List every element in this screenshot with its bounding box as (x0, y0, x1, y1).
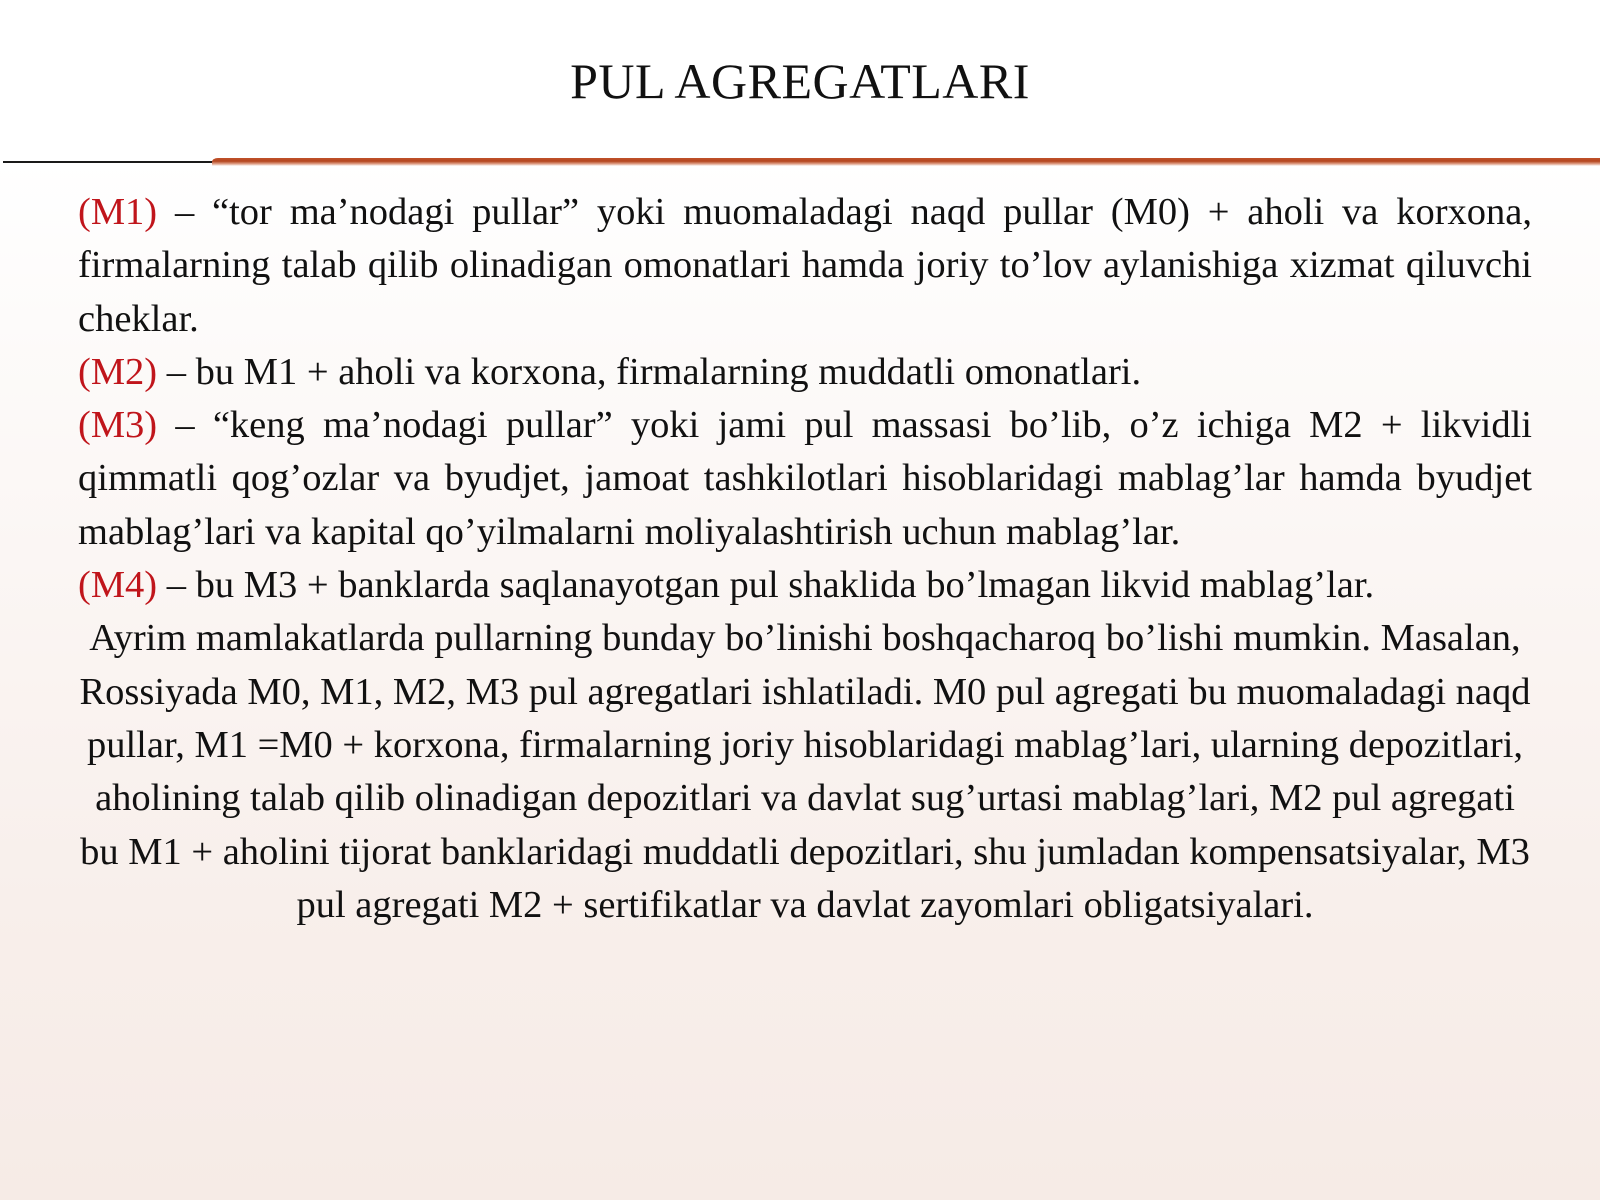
definition-text-m4: – bu M3 + banklarda saqlanayotgan pul shaklida bo’lmagan likvid mablag’lar. (157, 564, 1375, 607)
definition-code-m3: (M3) (78, 404, 158, 447)
definition-m2 (78, 346, 1532, 399)
definition-text-m3: – “keng ma’nodagi pullar” yoki jami pul massasi bo’lib, o’z ichiga M2 + likvidli qimmatli qog’ozlar va byudjet, jamoat tashkilotlari hisoblaridagi mablag’lar hamda byudjet mablag’lari va kapital qo’yilmalarni moliyalashtirish uchun mablag’lar. (78, 404, 1532, 553)
title-divider-dark (3, 161, 218, 163)
slide-body (78, 186, 1532, 932)
title-divider-accent (212, 158, 1600, 166)
note-paragraph: Ayrim mamlakatlarda pullarning bunday bo’linishi boshqacharoq bo’lishi mumkin. Masalan, Rossiyada M0, M1, M2, M3 pul agregatlari ishlatiladi. M0 pul agregati bu muomaladagi naqd pullar, M1 =M0 + korxona, firmalarning joriy hisoblaridagi mablag’lari, ularning depozitlari, aholining talab qilib olinadigan depozitlari va davlat sug’urtasi mablag’lari, M2 pul agregati bu M1 + aholini tijorat banklaridagi muddatli depozitlari, shu jumladan kompensatsiyalar, M3 pul agregati M2 + sertifikatlar va davlat zayomlari obligatsiyalari. (79, 617, 1531, 926)
definition-m3 (78, 399, 1532, 559)
slide-title: PUL AGREGATLARI (570, 53, 1030, 109)
definition-m1 (78, 186, 1532, 346)
definition-text-m1: – “tor ma’nodagi pullar” yoki muomaladagi naqd pullar (M0) + aholi va korxona, firmalarning talab qilib olinadigan omonatlari hamda joriy to’lov aylanishiga xizmat qiluvchi cheklar. (78, 191, 1532, 340)
definition-text-m2: – bu M1 + aholi va korxona, firmalarning muddatli omonatlari. (157, 350, 1142, 393)
definition-code-m2: (M2) (78, 350, 158, 393)
definition-code-m1: (M1) (78, 191, 158, 233)
definition-m4 (78, 559, 1532, 612)
definition-code-m4: (M4) (78, 564, 158, 607)
